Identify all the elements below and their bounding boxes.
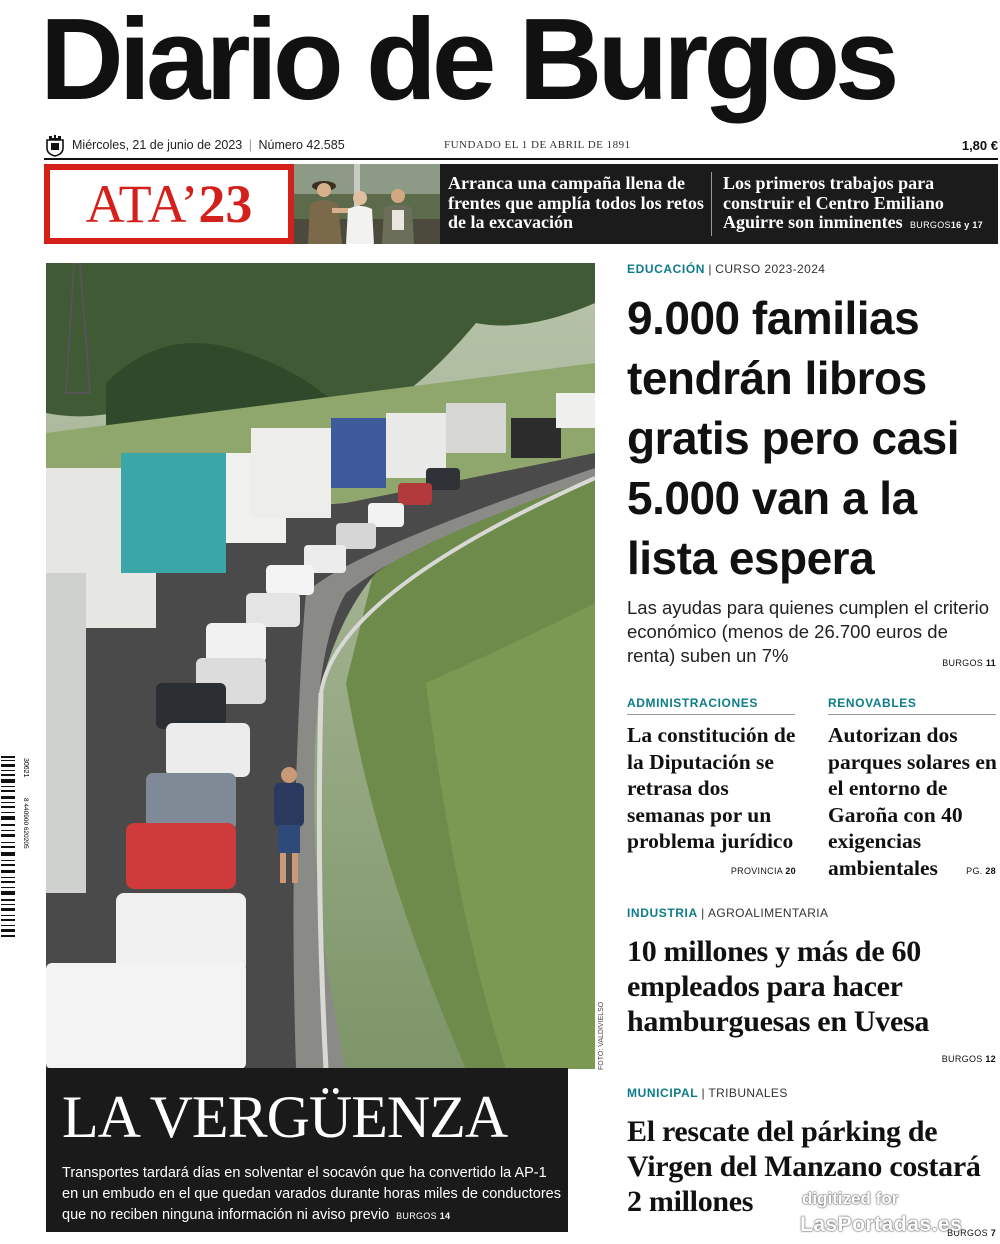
administraciones-kicker — [627, 696, 795, 715]
banner-story-2-headline: Los primeros trabajos para construir el Centro Emiliano Aguirre son inminentes — [723, 173, 944, 232]
education-kicker — [627, 262, 987, 278]
municipal-headline[interactable]: El rescate del párking de Virgen del Manzano costará 2 millones — [627, 1115, 981, 1218]
banner-story-excavation[interactable]: Arranca una campaña llena de frentes que amplía todos los retos de la excavación — [448, 173, 704, 232]
separator: | — [701, 906, 705, 920]
section-label: ADMINISTRACIONES — [627, 696, 758, 710]
banner-story-emiliano-aguirre[interactable] — [723, 174, 993, 238]
barcode-number: 8 440900 620205 — [22, 798, 29, 849]
page-reference: BURGOS16 y 17 — [910, 220, 983, 230]
page-reference: BURGOS 7 — [947, 1228, 996, 1238]
page-reference: BURGOS 11 — [942, 658, 996, 668]
industria-kicker — [627, 906, 997, 922]
page-reference: BURGOS 14 — [396, 1211, 451, 1221]
administraciones-headline[interactable]: La constitución de la Diputación se retrasa dos semanas por un problema jurídico — [627, 723, 796, 853]
photo-credit: FOTO: VALDIVIELSO — [598, 1001, 605, 1070]
separator: | — [708, 262, 712, 276]
page-reference: BURGOS 12 — [941, 1054, 996, 1064]
founded-date: FUNDADO EL 1 DE ABRIL DE 1891 — [444, 139, 631, 151]
page-reference: PROVINCIA 20 — [730, 866, 796, 876]
lead-summary — [62, 1163, 562, 1229]
municipal-kicker — [627, 1086, 997, 1102]
subsection-label: AGROALIMENTARIA — [707, 906, 829, 920]
barcode-issue-code: 30621 — [22, 758, 29, 778]
lead-headline[interactable]: LA VERGÜENZA — [62, 1084, 508, 1150]
city-crest-icon — [44, 133, 66, 157]
separator: | — [701, 1086, 706, 1100]
price: 1,80 € — [961, 138, 998, 153]
subsection-label: TRIBUNALES — [708, 1086, 788, 1100]
banner-divider — [711, 172, 712, 236]
watermark-line-1: digitized for — [802, 1189, 899, 1208]
section-label: MUNICIPAL — [627, 1086, 699, 1100]
dateline — [44, 133, 1000, 159]
renovables-headline[interactable]: Autorizan dos parques solares en el entorno de Garoña con 40 exigencias ambientales — [828, 723, 997, 880]
industria-headline[interactable]: 10 millones y más de 60 empleados para hacer hamburguesas en Uvesa — [627, 935, 930, 1038]
section-label: EDUCACIÓN — [627, 262, 706, 276]
subsection-label: CURSO 2023-2024 — [715, 262, 826, 276]
barcode — [0, 754, 30, 939]
education-headline[interactable]: 9.000 familias tendrán libros gratis pero casi 5.000 van a la lista espera — [627, 292, 960, 584]
ap1-traffic-jam-photo[interactable] — [46, 263, 595, 1069]
lead-summary-text: Transportes tardará días en solventar el socavón que ha convertido la AP-1 en un embudo en el que quedan varados durante horas miles de conductores que no reciben ninguna información ni aviso previo — [62, 1165, 561, 1223]
section-label: INDUSTRIA — [627, 906, 698, 920]
masthead-title: Diario de Burgos — [40, 0, 895, 124]
masthead-rule — [44, 158, 998, 160]
ata-logo[interactable]: ATA’23 — [85, 174, 253, 234]
issue-date: Miércoles, 21 de junio de 2023 | Número 42.585 — [72, 138, 345, 152]
watermark-line-2: LasPortadas.es — [800, 1213, 963, 1236]
education-summary: Las ayudas para quienes cumplen el criterio económico (menos de 26.700 euros de renta) suben un 7% — [627, 597, 989, 666]
page-reference: PG. 28 — [966, 866, 996, 876]
atapuerca-researchers-photo — [294, 164, 440, 244]
section-label: RENOVABLES — [828, 696, 917, 710]
watermark — [800, 1186, 1000, 1244]
renovables-kicker — [828, 696, 996, 715]
